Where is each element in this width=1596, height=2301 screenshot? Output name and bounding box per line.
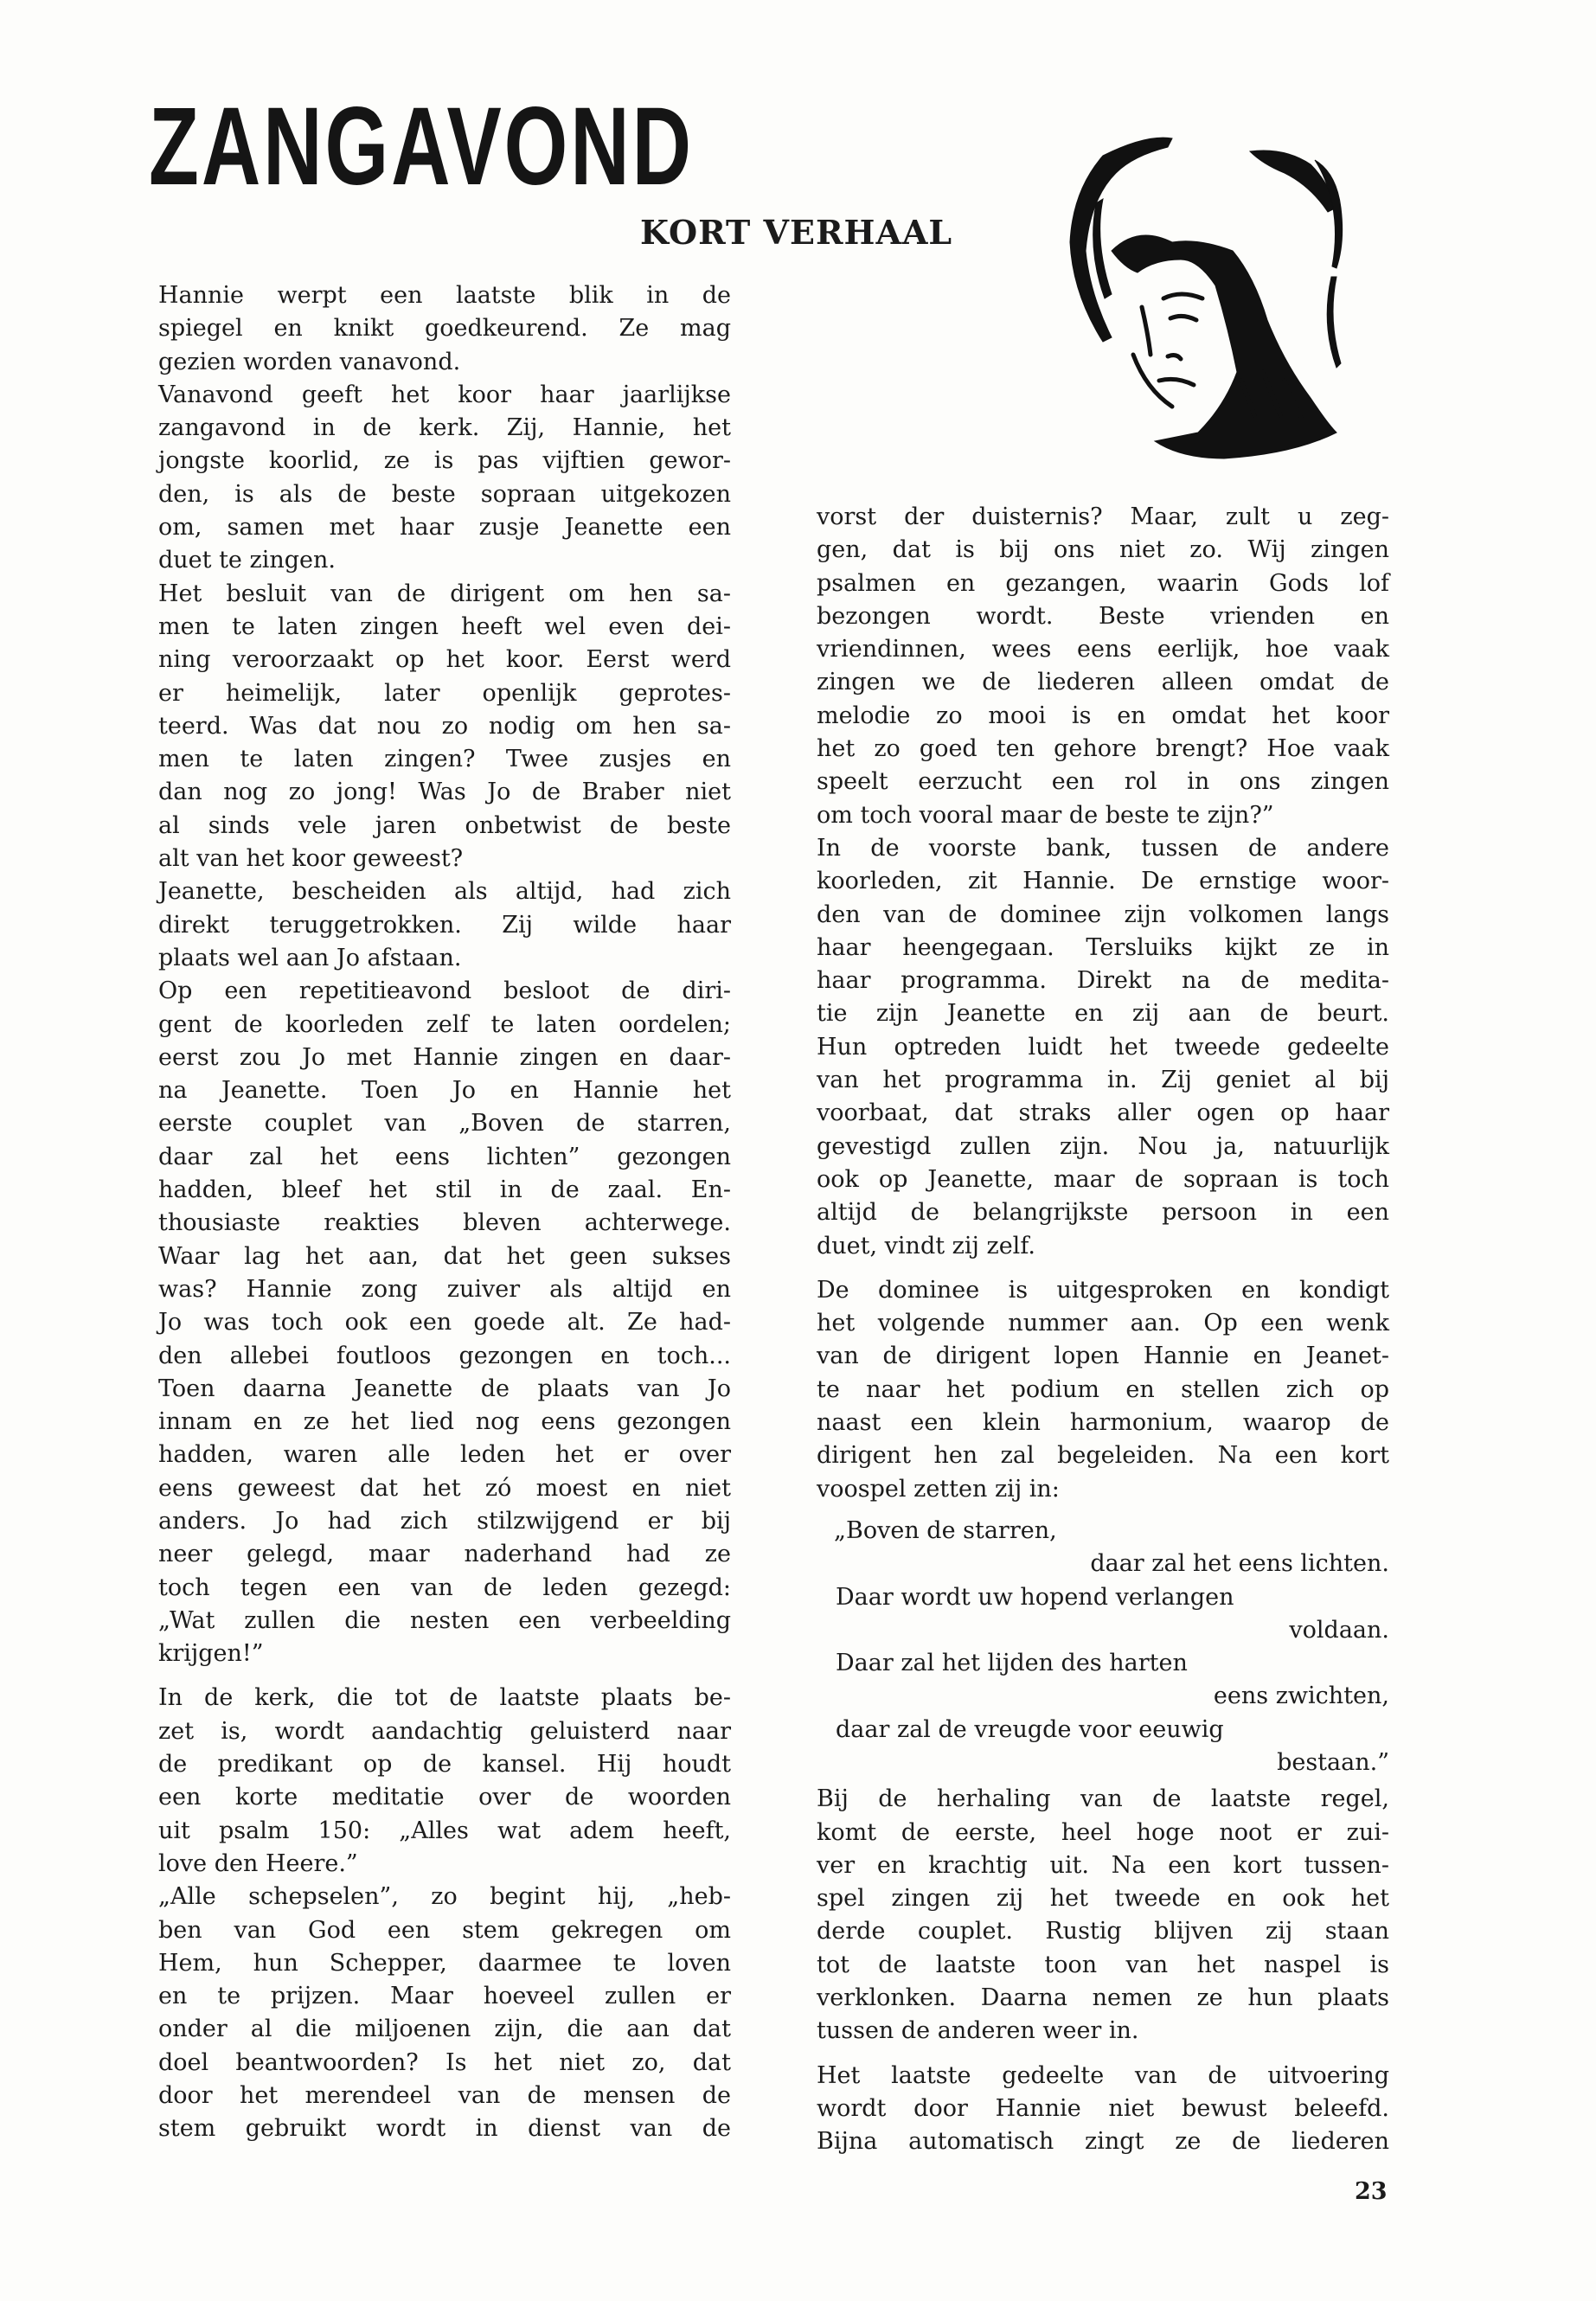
- text-section: [817, 501, 1389, 1263]
- text-line: Vanavond geeft het koor haar jaarlijkse: [158, 381, 731, 408]
- text-line: tot de laatste toon van het naspel is: [817, 1951, 1389, 1978]
- text-line: Het besluit van de dirigent om hen sa-: [158, 580, 731, 607]
- text-line: ning veroorzaakt op het koor. Eerst werd: [158, 646, 731, 674]
- text-line: direkt teruggetrokken. Zij wilde haar: [158, 911, 731, 939]
- story-title: ZANGAVOND: [149, 85, 695, 208]
- page-number: 23: [1355, 2178, 1388, 2205]
- text-line: dan nog zo jong! Was Jo de Braber niet: [158, 779, 731, 806]
- text-line: men te laten zingen? Twee zusjes en: [158, 746, 731, 773]
- text-line: voospel zetten zij in:: [817, 1475, 1060, 1503]
- text-line: eens geweest dat het zó moest en niet: [158, 1474, 731, 1502]
- text-line: plaats wel aan Jo afstaan.: [158, 944, 462, 971]
- text-line: al sinds vele jaren onbetwist de beste: [158, 811, 731, 839]
- text-line: van de dirigent lopen Hannie en Jeanet-: [817, 1343, 1389, 1370]
- text-line: altijd de belangrijkste persoon in een: [817, 1199, 1389, 1227]
- text-line: derde couplet. Rustig blijven zij staan: [817, 1918, 1389, 1945]
- text-line: haar heengegaan. Tersluiks kijkt ze in: [817, 933, 1389, 961]
- poem-line: daar zal de vreugde voor eeuwig: [836, 1715, 1224, 1743]
- paragraph: [817, 2060, 1389, 2159]
- text-line: naast een klein harmonium, waarop de: [817, 1409, 1389, 1437]
- text-line: verklonken. Daarna nemen ze hun plaats: [817, 1984, 1389, 2012]
- text-line: hadden, bleef het stil in de zaal. En-: [158, 1176, 731, 1204]
- paragraph: [158, 279, 731, 379]
- text-line: eerste couplet van „Boven de starren,: [158, 1110, 731, 1138]
- text-line: Hannie werpt een laatste blik in de: [158, 282, 731, 309]
- text-line: anders. Jo had zich stilzwijgend er bij: [158, 1507, 731, 1535]
- text-line: duet te zingen.: [158, 547, 336, 574]
- text-line: koorleden, zit Hannie. De ernstige woor-: [817, 868, 1389, 895]
- text-line: eerst zou Jo met Hannie zingen en daar-: [158, 1043, 731, 1071]
- paragraph: [817, 1783, 1389, 2048]
- text-line: van het programma in. Zij geniet al bij: [817, 1067, 1389, 1094]
- text-line: speelt eerzucht een rol in ons zingen: [817, 768, 1389, 796]
- text-line: innam en ze het lied nog eens gezongen: [158, 1408, 731, 1436]
- poem-line: „Boven de starren,: [834, 1516, 1057, 1544]
- text-section: [817, 2060, 1389, 2159]
- paragraph: [158, 975, 731, 1670]
- text-line: melodie zo mooi is en omdat het koor: [817, 702, 1389, 729]
- text-line: haar programma. Direkt na de medita-: [817, 967, 1389, 995]
- text-line: gen, dat is bij ons niet zo. Wij zingen: [817, 536, 1389, 564]
- poem-line: eens zwichten,: [1213, 1682, 1389, 1710]
- text-line: thousiaste reakties bleven achterwege.: [158, 1209, 731, 1237]
- paragraph: [158, 875, 731, 975]
- poem-line: Daar zal het lijden des harten: [836, 1650, 1188, 1677]
- text-line: het zo goed ten gehore brengt? Hoe vaak: [817, 735, 1389, 763]
- text-line: duet, vindt zij zelf.: [817, 1232, 1035, 1259]
- text-line: krijgen!”: [158, 1640, 264, 1668]
- paragraph: [158, 379, 731, 578]
- text-line: na Jeanette. Toen Jo en Hannie het: [158, 1077, 731, 1105]
- text-line: Hem, hun Schepper, daarmee te loven: [158, 1949, 731, 1977]
- text-line: de predikant op de kansel. Hij houdt: [158, 1751, 731, 1779]
- right-column: [817, 501, 1389, 2159]
- paragraph: [158, 578, 731, 876]
- text-line: Bij de herhaling van de laatste regel,: [817, 1785, 1389, 1813]
- text-line: vriendinnen, wees eens eerlijk, hoe vaak: [817, 636, 1389, 663]
- text-line: neer gelegd, maar naderhand had ze: [158, 1541, 731, 1568]
- text-line: men te laten zingen heeft wel even dei-: [158, 612, 731, 640]
- text-line: tie zijn Jeanette en zij aan de beurt.: [817, 1000, 1389, 1028]
- text-line: Jeanette, bescheiden als altijd, had zich: [158, 878, 731, 906]
- text-line: te naar het podium en stellen zich op: [817, 1375, 1389, 1403]
- text-line: love den Heere.”: [158, 1849, 358, 1877]
- text-line: om, samen met haar zusje Jeanette een: [158, 514, 731, 542]
- text-line: en te prijzen. Maar hoeveel zullen er: [158, 1983, 731, 2010]
- text-line: psalmen en gezangen, waarin Gods lof: [817, 569, 1389, 597]
- text-line: teerd. Was dat nou zo nodig om hen sa-: [158, 712, 731, 740]
- right-column-after-poem: [817, 1783, 1389, 2158]
- text-line: spel zingen zij het tweede en ook het: [817, 1885, 1389, 1913]
- text-line: stem gebruikt wordt in dienst van de: [158, 2115, 731, 2143]
- paragraph: [817, 501, 1389, 832]
- text-section: [158, 1682, 731, 2145]
- text-line: gezien worden vanavond.: [158, 348, 461, 375]
- text-line: onder al die miljoenen zijn, die aan dat: [158, 2016, 731, 2043]
- paragraph: [158, 1881, 731, 2145]
- text-line: den, is als de beste sopraan uitgekozen: [158, 480, 731, 508]
- text-line: tussen de anderen weer in.: [817, 2017, 1139, 2045]
- text-line: door het merendeel van de mensen de: [158, 2082, 731, 2110]
- text-line: alt van het koor geweest?: [158, 845, 464, 873]
- text-line: „Alle schepselen”, zo begint hij, „heb-: [158, 1883, 731, 1911]
- text-line: doel beantwoorden? Is het niet zo, dat: [158, 2048, 731, 2076]
- text-line: zangavond in de kerk. Zij, Hannie, het: [158, 414, 731, 442]
- text-line: voorbaat, dat straks aller ogen op haar: [817, 1099, 1389, 1127]
- text-line: den van de dominee zijn volkomen langs: [817, 901, 1389, 928]
- text-line: toch tegen een van de leden gezegd:: [158, 1574, 731, 1601]
- text-line: Toen daarna Jeanette de plaats van Jo: [158, 1375, 731, 1402]
- text-line: ver en krachtig uit. Na een kort tussen-: [817, 1851, 1389, 1879]
- text-line: er heimelijk, later openlijk geprotes-: [158, 679, 731, 707]
- poem-verse: [817, 1515, 1389, 1779]
- text-line: zet is, wordt aandachtig geluisterd naar: [158, 1717, 731, 1745]
- poem-line: Daar wordt uw hopend verlangen: [836, 1583, 1234, 1611]
- poem-line: daar zal het eens lichten.: [1090, 1550, 1389, 1578]
- text-line: zingen we de liederen alleen omdat de: [817, 669, 1389, 696]
- text-line: dirigent hen zal begeleiden. Na een kort: [817, 1442, 1389, 1470]
- text-line: Waar lag het aan, dat het geen sukses: [158, 1242, 731, 1270]
- text-line: uit psalm 150: „Alles wat adem heeft,: [158, 1817, 731, 1844]
- left-column: [158, 279, 731, 2146]
- text-line: daar zal het eens lichten” gezongen: [158, 1143, 731, 1170]
- text-section: [817, 1783, 1389, 2048]
- text-line: Hun optreden luidt het tweede gedeelte: [817, 1033, 1389, 1061]
- text-line: In de voorste bank, tussen de andere: [817, 834, 1389, 862]
- text-line: was? Hannie zong zuiver als altijd en: [158, 1275, 731, 1303]
- paragraph: [158, 1682, 731, 1881]
- text-section: [158, 279, 731, 1670]
- text-line: ook op Jeanette, maar de sopraan is toch: [817, 1165, 1389, 1193]
- text-line: In de kerk, die tot de laatste plaats be-: [158, 1684, 731, 1712]
- paragraph: [817, 1274, 1389, 1506]
- text-line: Op een repetitieavond besloot de diri-: [158, 977, 731, 1005]
- right-column-before-poem: [817, 501, 1389, 1506]
- text-line: ben van God een stem gekregen om: [158, 1916, 731, 1944]
- text-line: Jo was toch ook een goede alt. Ze had-: [158, 1309, 731, 1336]
- text-line: De dominee is uitgesproken en kondigt: [817, 1276, 1389, 1304]
- text-line: Het laatste gedeelte van de uitvoering: [817, 2061, 1389, 2089]
- text-line: „Wat zullen die nesten een verbeelding: [158, 1606, 731, 1634]
- text-line: om toch vooral maar de beste te zijn?”: [817, 801, 1274, 829]
- text-section: [817, 1274, 1389, 1506]
- text-line: Bijna automatisch zingt ze de liederen: [817, 2128, 1389, 2156]
- text-line: komt de eerste, heel hoge noot er zui-: [817, 1818, 1389, 1846]
- text-line: bezongen wordt. Beste vrienden en: [817, 602, 1389, 630]
- text-line: een korte meditatie over de woorden: [158, 1784, 731, 1811]
- text-line: vorst der duisternis? Maar, zult u zeg-: [817, 503, 1389, 530]
- text-line: jongste koorlid, ze is pas vijftien gewor-: [158, 447, 731, 475]
- poem-line: bestaan.”: [1277, 1748, 1389, 1776]
- text-line: den allebei foutloos gezongen en toch...: [158, 1342, 731, 1369]
- text-line: hadden, waren alle leden het er over: [158, 1441, 731, 1469]
- text-line: spiegel en knikt goedkeurend. Ze mag: [158, 315, 731, 343]
- girl-portrait-drawing-icon: [1051, 121, 1380, 467]
- paragraph: [817, 832, 1389, 1263]
- text-line: wordt door Hannie niet bewust beleefd.: [817, 2094, 1389, 2122]
- text-line: gevestigd zullen zijn. Nou ja, natuurlijk: [817, 1132, 1389, 1160]
- story-subtitle: KORT VERHAAL: [640, 213, 953, 252]
- text-line: gent de koorleden zelf te laten oordelen;: [158, 1010, 731, 1038]
- poem-line: voldaan.: [1289, 1616, 1389, 1644]
- text-line: het volgende nummer aan. Op een wenk: [817, 1310, 1389, 1337]
